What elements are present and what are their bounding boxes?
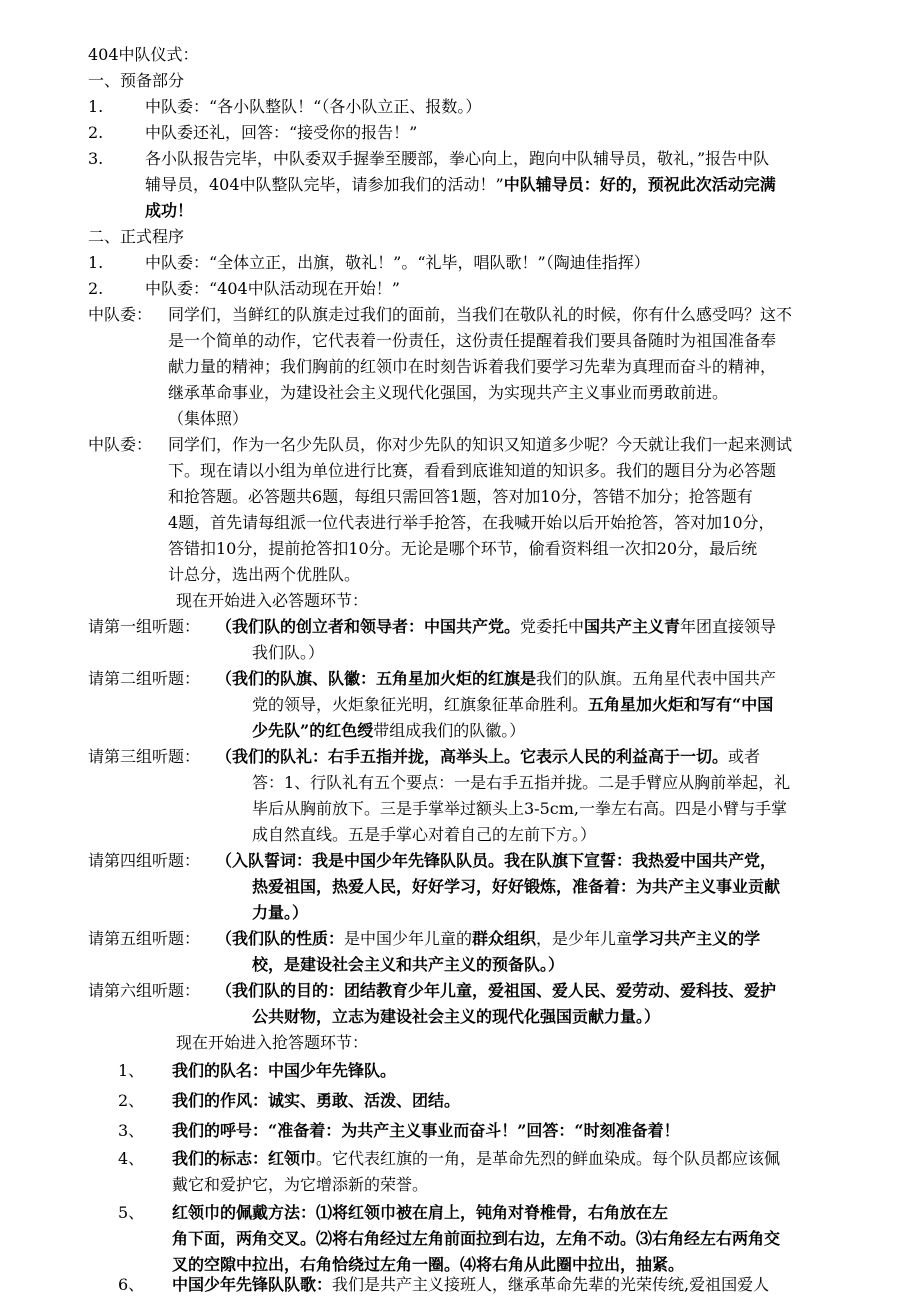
bold-text-span: 群众组织 <box>472 929 537 948</box>
question-line <box>216 744 760 770</box>
question-line <box>216 614 776 640</box>
speech-line: 献力量的精神；我们胸前的红领巾在时刻告诉着我们要学习先辈为真理而奋斗的精神， <box>168 357 777 376</box>
list-item-line <box>145 172 776 198</box>
speech-line: 计总分，选出两个优胜队。 <box>168 565 361 584</box>
bold-text-span: 五角星加火炬和写有“中国 <box>588 695 774 714</box>
bold-text-span: 我们的标志：红领巾 <box>172 1149 317 1168</box>
list-number: 3. <box>88 149 104 168</box>
list-item-line: 叉的空隙中拉出，右角恰绕过左角一圈。⑷将右角从此圈中拉出，抽紧。 <box>172 1255 685 1274</box>
list-number: 2. <box>88 279 104 298</box>
bold-text-span: 中队辅导员：好的，预祝此次活动完满 <box>503 175 776 194</box>
text-span: 我们的队旗。五角星代表中国共产 <box>536 669 777 688</box>
speech-line: 答错扣10分，提前抢答扣10分。无论是哪个环节，偷看资料组一次扣20分，最后统 <box>168 539 758 558</box>
question-line: （我们队的目的：团结教育少年儿童，爱祖国、爱人民、爱劳动、爱科技、爱护 <box>216 981 777 1000</box>
list-number: 1. <box>88 253 104 272</box>
list-item: 中队委：“404中队活动现在开始！” <box>145 279 400 298</box>
bold-text-span: 中国少年先锋队队歌： <box>172 1275 333 1294</box>
question-line: 校，是建设社会主义和共产主义的预备队。） <box>252 955 565 974</box>
bold-text-span: 国共产主义青 <box>584 617 681 636</box>
bold-text-span: 少先队”的红色绶 <box>252 721 374 740</box>
text-span: 辅导员，404中队整队完毕，请参加我们的活动！” <box>145 175 504 194</box>
bold-text-span: （我们的队礼：右手五指并拢，高举头上。它表示人民的利益高于一切。 <box>216 747 729 766</box>
question-line: 毕后从胸前放下。三是手掌举过额头上3-5cm,一拳左右高。四是小臂与手掌 <box>252 799 787 818</box>
question-label: 请第五组听题： <box>88 929 201 948</box>
speech-line: 同学们，当鲜红的队旗走过我们的面前，当我们在敬队礼的时候，你有什么感受吗？这不 <box>168 305 793 324</box>
list-number: 2. <box>88 123 104 142</box>
text-span: 或者 <box>728 747 761 766</box>
question-label: 请第三组听题： <box>88 747 201 766</box>
speech-line: 4题，首先请每组派一位代表进行举手抢答，在我喊开始以后开始抢答，答对加10分， <box>168 513 775 532</box>
list-item: 红领巾的佩戴方法：⑴将红领巾被在肩上，钝角对脊椎骨，右角放在左 <box>172 1203 669 1222</box>
list-item: 中队委：“全体立正，出旗，敬礼！”。“礼毕，唱队歌！”（陶迪佳指挥） <box>145 253 650 272</box>
question-line: （入队誓词：我是中国少年先锋队队员。我在队旗下宣誓：我热爱中国共产党， <box>216 851 777 870</box>
text-span: 是中国少年儿童的 <box>344 929 473 948</box>
doc-title: 404中队仪式： <box>88 45 199 64</box>
speech-line: 和抢答题。必答题共6题，每组只需回答1题，答对加10分，答错不加分；抢答题有 <box>168 487 753 506</box>
speech-line: 同学们，作为一名少先队员，你对少先队的知识又知道多少呢？今天就让我们一起来测试 <box>168 435 793 454</box>
list-number: 2、 <box>118 1091 145 1110</box>
list-item <box>172 1146 780 1172</box>
list-item-line: 戴它和爱护它，为它增添新的荣誉。 <box>172 1175 429 1194</box>
text-span: 党的领导，火炬象征光明，红旗象征革命胜利。 <box>252 695 589 714</box>
text-span: ，是少年儿童 <box>536 929 633 948</box>
question-line <box>216 666 776 692</box>
question-line: 热爱祖国，热爱人民，好好学习，好好锻炼，准备着：为共产主义事业贡献 <box>252 877 781 896</box>
text-span: 党委托中 <box>520 617 585 636</box>
list-item: 我们的队名：中国少年先锋队。 <box>172 1061 397 1080</box>
section-heading-formal: 二、正式程序 <box>88 227 185 246</box>
question-label: 请第二组听题： <box>88 669 201 688</box>
speech-line: 继承革命事业，为建设社会主义现代化强国，为实现共产主义事业而勇敢前进。 <box>168 383 729 402</box>
question-line <box>216 926 760 952</box>
text-span: 。它代表红旗的一角，是革命先烈的鲜血染成。每个队员都应该佩 <box>316 1149 781 1168</box>
text-span: 带组成我们的队徽。） <box>373 721 526 740</box>
list-number: 5、 <box>118 1203 145 1222</box>
section-intro: 现在开始进入必答题环节： <box>176 591 369 610</box>
question-label: 请第六组听题： <box>88 981 201 1000</box>
speech-note: （集体照） <box>168 409 249 428</box>
text-span: 我们是共产主义接班人，继承革命先辈的光荣传统,爱祖国爱人 <box>332 1275 770 1294</box>
bold-text-span: （我们队的创立者和领导者：中国共产党。 <box>216 617 521 636</box>
question-line: 答：1、行队礼有五个要点：一是右手五指并拢。二是手臂应从胸前举起，礼 <box>252 773 791 792</box>
speech-line: 是一个简单的动作，它代表着一份责任，这份责任提醒着我们要具备随时为祖国准备奉 <box>168 331 777 350</box>
question-line <box>252 718 525 744</box>
bold-text-span: （我们队的性质： <box>216 929 345 948</box>
question-line: 我们队。） <box>252 643 325 662</box>
list-item-line: 成功！ <box>145 201 194 220</box>
question-label: 请第一组听题： <box>88 617 201 636</box>
bold-text-span: （我们的队旗、队徽：五角星加火炬的红旗是 <box>216 669 537 688</box>
speech-line: 下。现在请以小组为单位进行比赛，看看到底谁知道的知识多。我们的题目分为必答题 <box>168 461 777 480</box>
list-item <box>172 1272 769 1298</box>
question-line: 成自然直线。五是手掌心对着自己的左前下方。） <box>252 825 597 844</box>
question-label: 请第四组听题： <box>88 851 201 870</box>
question-line <box>252 692 773 718</box>
question-line: 公共财物，立志为建设社会主义的现代化强国贡献力量。） <box>252 1007 661 1026</box>
list-item: 各小队报告完毕，中队委双手握拳至腰部，拳心向上，跑向中队辅导员，敬礼，”报告中队 <box>145 149 770 168</box>
bold-text-span: 学习共产主义的学 <box>632 929 761 948</box>
list-item: 中队委还礼，回答：“接受你的报告！” <box>145 123 418 142</box>
list-number: 6、 <box>118 1275 145 1294</box>
speaker-label: 中队委： <box>88 435 153 454</box>
list-number: 3、 <box>118 1121 145 1140</box>
list-item-line: 角下面，两角交叉。⑵将右角经过左角前面拉到右边，左角不动。⑶右角经左右两角交 <box>172 1229 781 1248</box>
list-number: 1、 <box>118 1061 145 1080</box>
list-number: 1. <box>88 97 104 116</box>
list-number: 4、 <box>118 1149 145 1168</box>
text-span: 年团直接领导 <box>680 617 777 636</box>
list-item: 中队委：“各小队整队！“（各小队立正、报数。） <box>145 97 482 116</box>
list-item: 我们的呼号：“准备着：为共产主义事业而奋斗！”回答：“时刻准备着！ <box>172 1121 680 1140</box>
section-heading-prep: 一、预备部分 <box>88 71 185 90</box>
section-intro: 现在开始进入抢答题环节： <box>176 1033 369 1052</box>
speaker-label: 中队委： <box>88 305 153 324</box>
question-line: 力量。） <box>252 903 309 922</box>
list-item: 我们的作风：诚实、勇敢、活泼、团结。 <box>172 1091 461 1110</box>
